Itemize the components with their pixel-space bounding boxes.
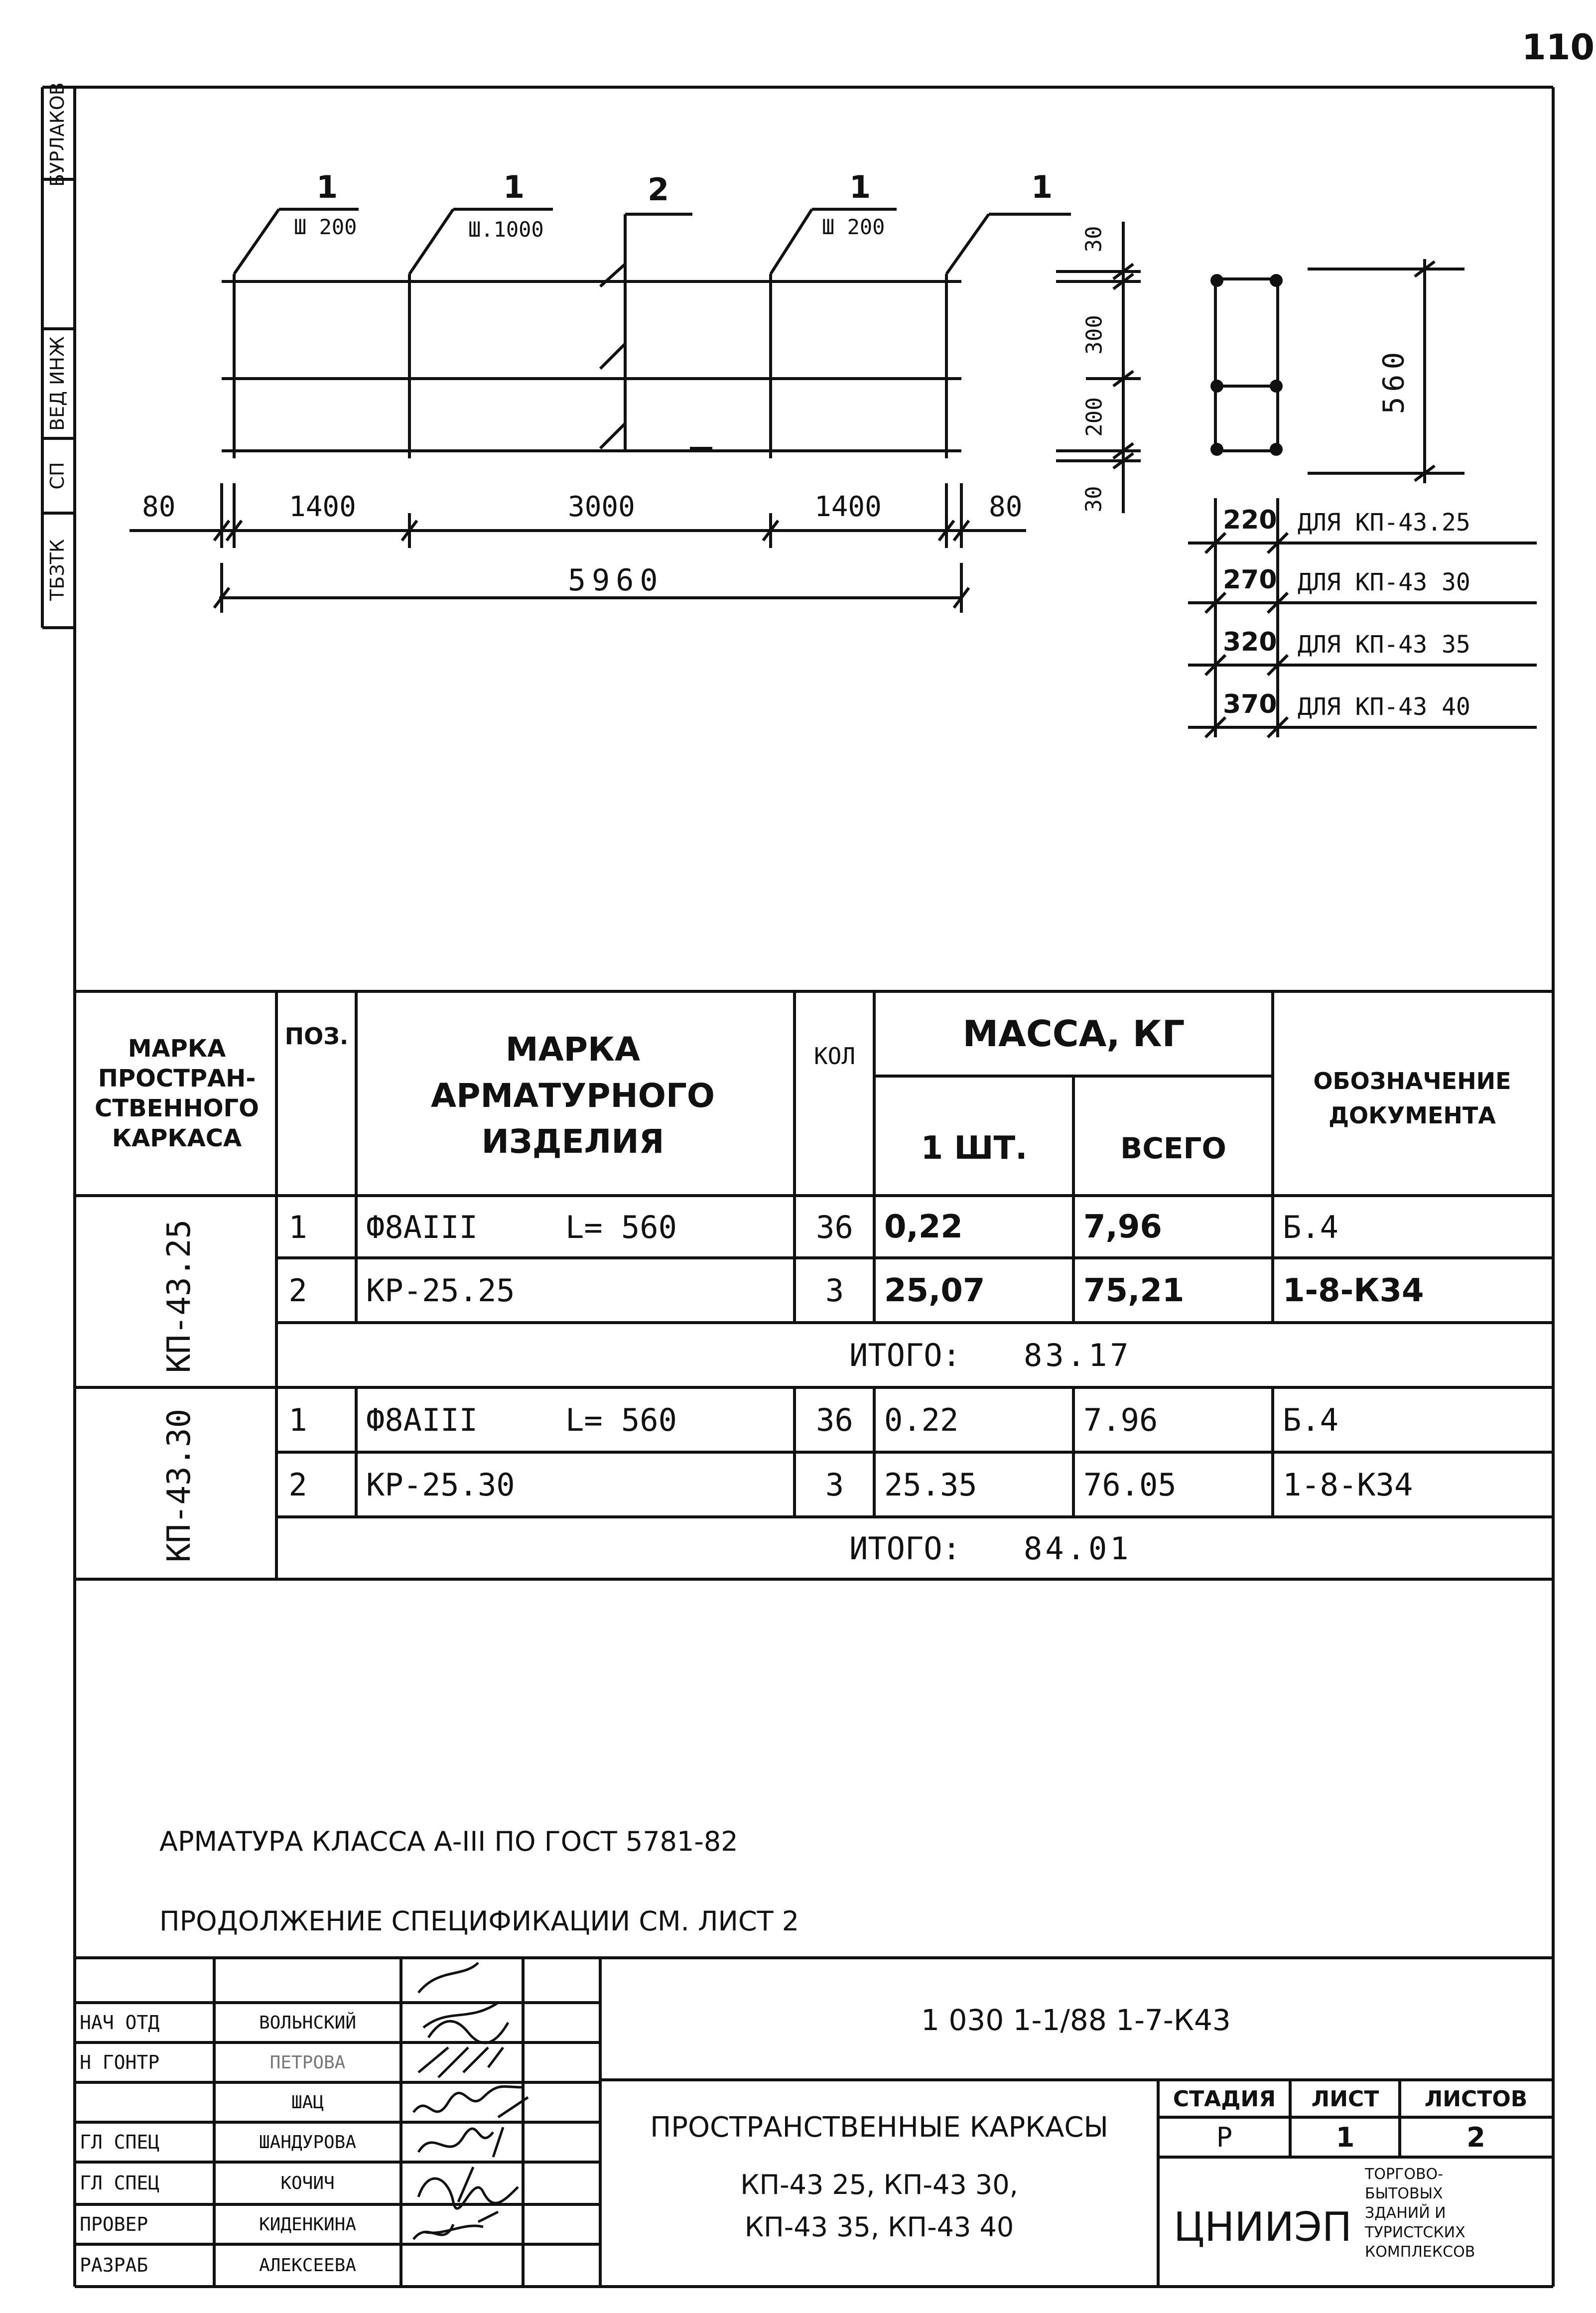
header-qty: КОЛ xyxy=(813,1043,856,1070)
header-mass: МАССА, КГ xyxy=(962,1013,1185,1055)
side-stamp: БУРЛАКОВ xyxy=(46,82,68,187)
row-mass-one: 0,22 xyxy=(884,1209,963,1245)
side-stamp: ВЕД ИНЖ xyxy=(46,336,68,431)
row-qty: 3 xyxy=(825,1467,844,1503)
header-mass-one: 1 ШТ. xyxy=(921,1130,1028,1167)
row-mass-total: 7.96 xyxy=(1083,1402,1158,1438)
group-total-value: 84.01 xyxy=(1024,1530,1132,1567)
tb-title: ПРОСТРАНСТВЕННЫЕ КАРКАСЫ xyxy=(650,2111,1108,2144)
row-item: КР-25.30 xyxy=(366,1467,515,1503)
row-mass-one: 25,07 xyxy=(884,1272,985,1309)
tb-name: КИДЕНКИНА xyxy=(259,2214,357,2235)
callout-pitch: Ш 200 xyxy=(822,215,885,239)
row-mass-total: 7,96 xyxy=(1083,1209,1162,1245)
tb-org-dept-line: ТОРГОВО- xyxy=(1365,2166,1443,2183)
dimension-label: 30 xyxy=(1081,486,1107,513)
page-number: 110 xyxy=(1522,27,1595,68)
width-label: ДЛЯ КП-43 30 xyxy=(1298,568,1470,596)
tb-subtitle: КП-43 35, КП-43 40 xyxy=(744,2211,1014,2243)
dimension-total: 5960 xyxy=(568,563,664,598)
callout-pitch: Ш.1000 xyxy=(468,217,544,242)
group-mark: КП-43.30 xyxy=(161,1408,198,1563)
dimension-label: 1400 xyxy=(814,491,882,523)
tb-org-department xyxy=(1365,2165,1549,2262)
width-label: ДЛЯ КП-43 40 xyxy=(1298,693,1470,721)
dimension-label: 30 xyxy=(1081,226,1107,253)
header-pos: ПОЗ. xyxy=(284,1023,349,1050)
row-item: КР-25.25 xyxy=(366,1272,515,1309)
row-pos: 1 xyxy=(288,1402,307,1438)
tb-name: АЛЕКСЕЕВА xyxy=(259,2255,357,2276)
width-value: 220 xyxy=(1223,505,1277,535)
side-stamp: СП xyxy=(46,462,68,490)
tb-stage: Р xyxy=(1216,2121,1233,2153)
tb-organization: ЦНИИЭП xyxy=(1174,2203,1352,2250)
note-reinforcement-class: АРМАТУРА КЛАССА А-III ПО ГОСТ 5781-82 xyxy=(159,1826,738,1857)
row-qty: 36 xyxy=(816,1209,853,1245)
tb-org-dept-line: БЫТОВЫХ xyxy=(1365,2185,1443,2202)
callout-pos: 1 xyxy=(316,169,338,205)
width-value: 370 xyxy=(1223,689,1277,719)
tb-subtitle: КП-43 25, КП-43 30, xyxy=(740,2169,1018,2200)
tb-org-dept-line: КОМПЛЕКСОВ xyxy=(1365,2243,1475,2261)
tb-sheet: 1 xyxy=(1335,2121,1355,2153)
row-length: L= 560 xyxy=(565,1402,677,1438)
group-total-value: 83.17 xyxy=(1024,1337,1132,1373)
group-total-label: ИТОГО: xyxy=(849,1530,961,1567)
callout-pos: 1 xyxy=(1031,169,1053,205)
dimension-label: 300 xyxy=(1081,315,1107,355)
callout-pos: 2 xyxy=(648,171,669,208)
row-mass-one: 25.35 xyxy=(884,1467,977,1503)
signatures xyxy=(413,1963,528,2239)
group-total-label: ИТОГО: xyxy=(849,1337,961,1373)
tb-role: НАЧ ОТД xyxy=(80,2012,160,2034)
row-pos: 2 xyxy=(288,1467,307,1503)
tb-role: ГЛ СПЕЦ xyxy=(80,2172,160,2194)
row-mass-total: 75,21 xyxy=(1083,1272,1185,1309)
tb-name: КОЧИЧ xyxy=(280,2173,335,2193)
header-document: ОБОЗНАЧЕНИЕ ДОКУМЕНТА xyxy=(1313,1068,1511,1129)
tb-role: Н ГОНТР xyxy=(80,2051,160,2073)
row-mass-one: 0.22 xyxy=(884,1402,959,1438)
width-value: 320 xyxy=(1223,627,1277,657)
header-mass-total: ВСЕГО xyxy=(1120,1131,1226,1165)
group-mark: КП-43.25 xyxy=(161,1219,198,1373)
tb-sheet-label: ЛИСТ xyxy=(1311,2086,1379,2112)
tb-role: ПРОВЕР xyxy=(80,2213,148,2235)
tb-org-dept-line: ТУРИСТСКИХ xyxy=(1365,2224,1465,2241)
row-item: Ф8АIII xyxy=(366,1209,478,1245)
row-length: L= 560 xyxy=(565,1209,677,1245)
dimension-label: 80 xyxy=(142,491,176,523)
row-document: Б.4 xyxy=(1283,1402,1338,1438)
tb-org-dept-line: ЗДАНИЙ И xyxy=(1365,2204,1446,2222)
dimension-label: 3000 xyxy=(568,491,635,523)
dimension-label: 80 xyxy=(989,491,1023,523)
callout-pos: 1 xyxy=(849,169,871,205)
row-pos: 2 xyxy=(288,1272,307,1309)
row-qty: 3 xyxy=(825,1272,844,1309)
row-pos: 1 xyxy=(288,1209,307,1245)
tb-sheets: 2 xyxy=(1466,2121,1485,2153)
tb-stage-label: СТАДИЯ xyxy=(1173,2086,1276,2112)
row-length xyxy=(565,1259,785,1322)
header-item-mark: МАРКА АРМАТУРНОГО ИЗДЕЛИЯ xyxy=(431,1030,715,1161)
callout-pitch: Ш 200 xyxy=(294,215,357,239)
header-frame-mark: МАРКА ПРОСТРАН-СТВЕННОГО КАРКАСА xyxy=(95,1035,259,1152)
width-label: ДЛЯ КП-43.25 xyxy=(1298,509,1470,537)
section-height-label: 560 xyxy=(1376,347,1411,414)
tb-sheets-label: ЛИСТОВ xyxy=(1424,2086,1528,2112)
row-document: 1-8-К34 xyxy=(1283,1272,1424,1309)
dimension-label: 1400 xyxy=(289,491,356,523)
dimension-label: 200 xyxy=(1081,397,1107,437)
callout-pos: 1 xyxy=(503,169,525,205)
width-value: 270 xyxy=(1223,565,1277,595)
tb-name: ШАНДУРОВА xyxy=(259,2132,357,2153)
tb-role xyxy=(80,2083,212,2121)
row-item: Ф8АIII xyxy=(366,1402,478,1438)
row-document: 1-8-К34 xyxy=(1283,1467,1413,1503)
row-document: Б.4 xyxy=(1283,1209,1338,1245)
row-qty: 36 xyxy=(816,1402,853,1438)
tb-name: ПЕТРОВА xyxy=(269,2052,346,2073)
row-mass-total: 76.05 xyxy=(1083,1467,1177,1503)
row-length xyxy=(565,1454,785,1516)
tb-name: ШАЦ xyxy=(291,2092,324,2113)
width-label: ДЛЯ КП-43 35 xyxy=(1298,631,1470,659)
side-stamp: ТБЗТК xyxy=(46,539,68,601)
tb-name: ВОЛЬНСКИЙ xyxy=(259,2012,357,2033)
tb-role: ГЛ СПЕЦ xyxy=(80,2131,160,2153)
note-continuation: ПРОДОЛЖЕНИЕ СПЕЦИФИКАЦИИ СМ. ЛИСТ 2 xyxy=(159,1905,799,1937)
tb-role: РАЗРАБ xyxy=(80,2254,148,2276)
tb-doc-code: 1 030 1-1/88 1-7-К43 xyxy=(921,2003,1231,2037)
